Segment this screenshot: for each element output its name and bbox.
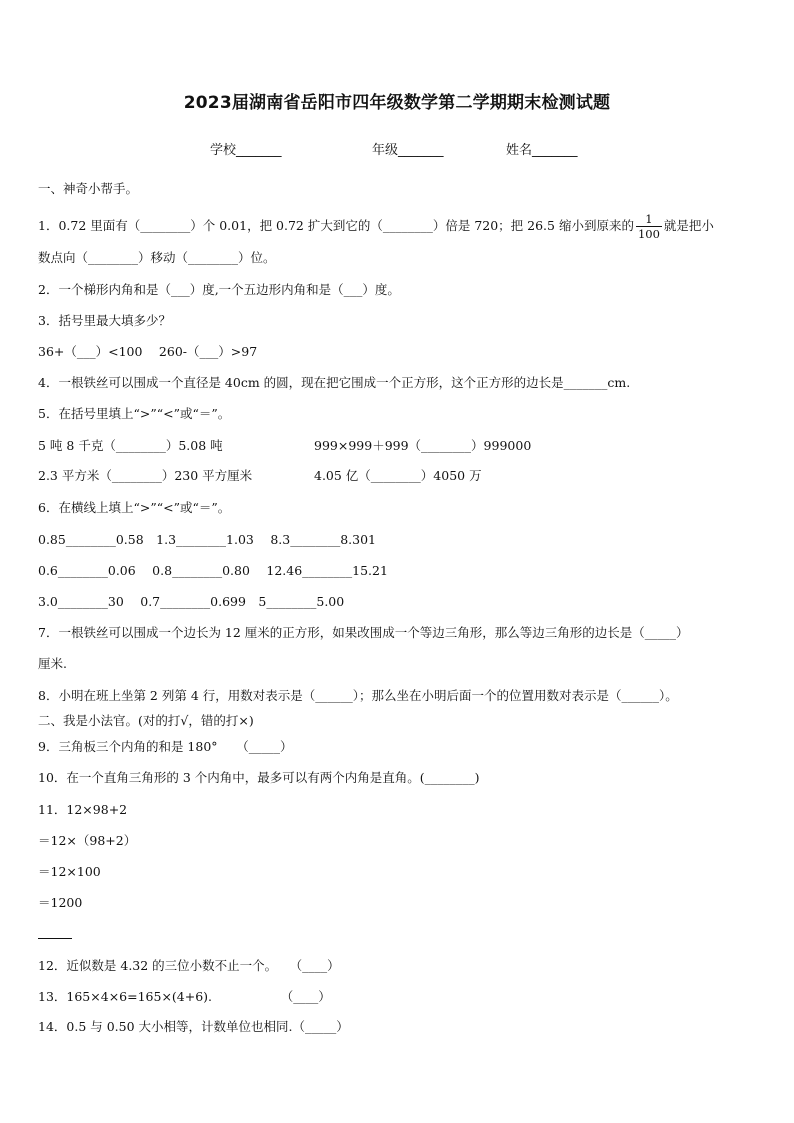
question-14: 14．0.5 与 0.50 大小相等，计数单位也相同.（_____）	[38, 1019, 349, 1034]
question-5-row-2b: 4.05 亿（________）4050 万	[314, 468, 482, 483]
grade-field: 年级_______	[372, 143, 444, 158]
question-11-step-3: ＝1200	[38, 895, 83, 910]
question-5: 5．在括号里填上“>”“<”或“＝”。	[38, 406, 231, 421]
fraction-denominator: 100	[637, 227, 660, 241]
question-11: 11．12×98+2	[38, 802, 128, 817]
question-6-row-1: 0.85________0.58 1.3________1.03 8.3________8.301	[38, 532, 377, 547]
question-1	[38, 212, 714, 241]
question-2: 2．一个梯形内角和是（___）度,一个五边形内角和是（___）度。	[38, 282, 400, 297]
question-1-text-b: 就是把小	[663, 218, 714, 233]
question-6-row-3: 3.0________30 0.7________0.699 5________5.00	[38, 594, 345, 609]
school-field: 学校_______	[210, 143, 282, 158]
page-title: 2023届湖南省岳阳市四年级数学第二学期期末检测试题	[183, 93, 611, 113]
question-4: 4．一根铁丝可以围成一个直径是 40cm 的圆，现在把它围成一个正方形，这个正方形的边长是_______cm.	[38, 375, 631, 390]
question-5-row-1a: 5 吨 8 千克（________）5.08 吨	[38, 438, 223, 453]
answer-rule	[38, 938, 72, 939]
question-6-row-2: 0.6________0.06 0.8________0.80 12.46________15.21	[38, 563, 388, 578]
question-1-text-a: 1．0.72 里面有（________）个 0.01，把 0.72 扩大到它的（________）倍是 720；把 26.5 缩小到原来的	[38, 218, 634, 233]
question-13: 13．165×4×6=165×(4+6). （____）	[38, 989, 331, 1004]
question-7-continued: 厘米.	[38, 656, 67, 671]
fraction-numerator: 1	[636, 212, 662, 227]
section-heading-2: 二、我是小法官。(对的打√，错的打×)	[38, 713, 254, 728]
question-9: 9．三角板三个内角的和是 180° （_____）	[38, 739, 293, 754]
question-8: 8．小明在班上坐第 2 列第 4 行，用数对表示是（______）；那么坐在小明后面一个的位置用数对表示是（______）。	[38, 688, 678, 703]
name-field: 姓名_______	[506, 143, 578, 158]
question-10: 10．在一个直角三角形的 3 个内角中，最多可以有两个内角是直角。(________)	[38, 770, 480, 785]
fraction	[636, 212, 662, 241]
question-1-continued: 数点向（________）移动（________）位。	[38, 250, 276, 265]
question-5-row-1b: 999×999＋999（________）999000	[314, 438, 532, 453]
question-6: 6．在横线上填上“>”“<”或“＝”。	[38, 500, 231, 515]
question-3-line: 36+（___）<100 260-（___）>97	[38, 344, 258, 359]
section-heading-1: 一、神奇小帮手。	[38, 181, 139, 196]
question-5-row-2a: 2.3 平方米（________）230 平方厘米	[38, 468, 253, 483]
question-7: 7．一根铁丝可以围成一个边长为 12 厘米的正方形，如果改围成一个等边三角形，那么等边三角形的边长是（_____）	[38, 625, 689, 640]
question-3: 3．括号里最大填多少？	[38, 313, 171, 328]
question-12: 12．近似数是 4.32 的三位小数不止一个。 （____）	[38, 958, 340, 973]
question-11-step-2: ＝12×100	[38, 864, 101, 879]
question-11-step-1: ＝12×（98+2）	[38, 833, 137, 848]
